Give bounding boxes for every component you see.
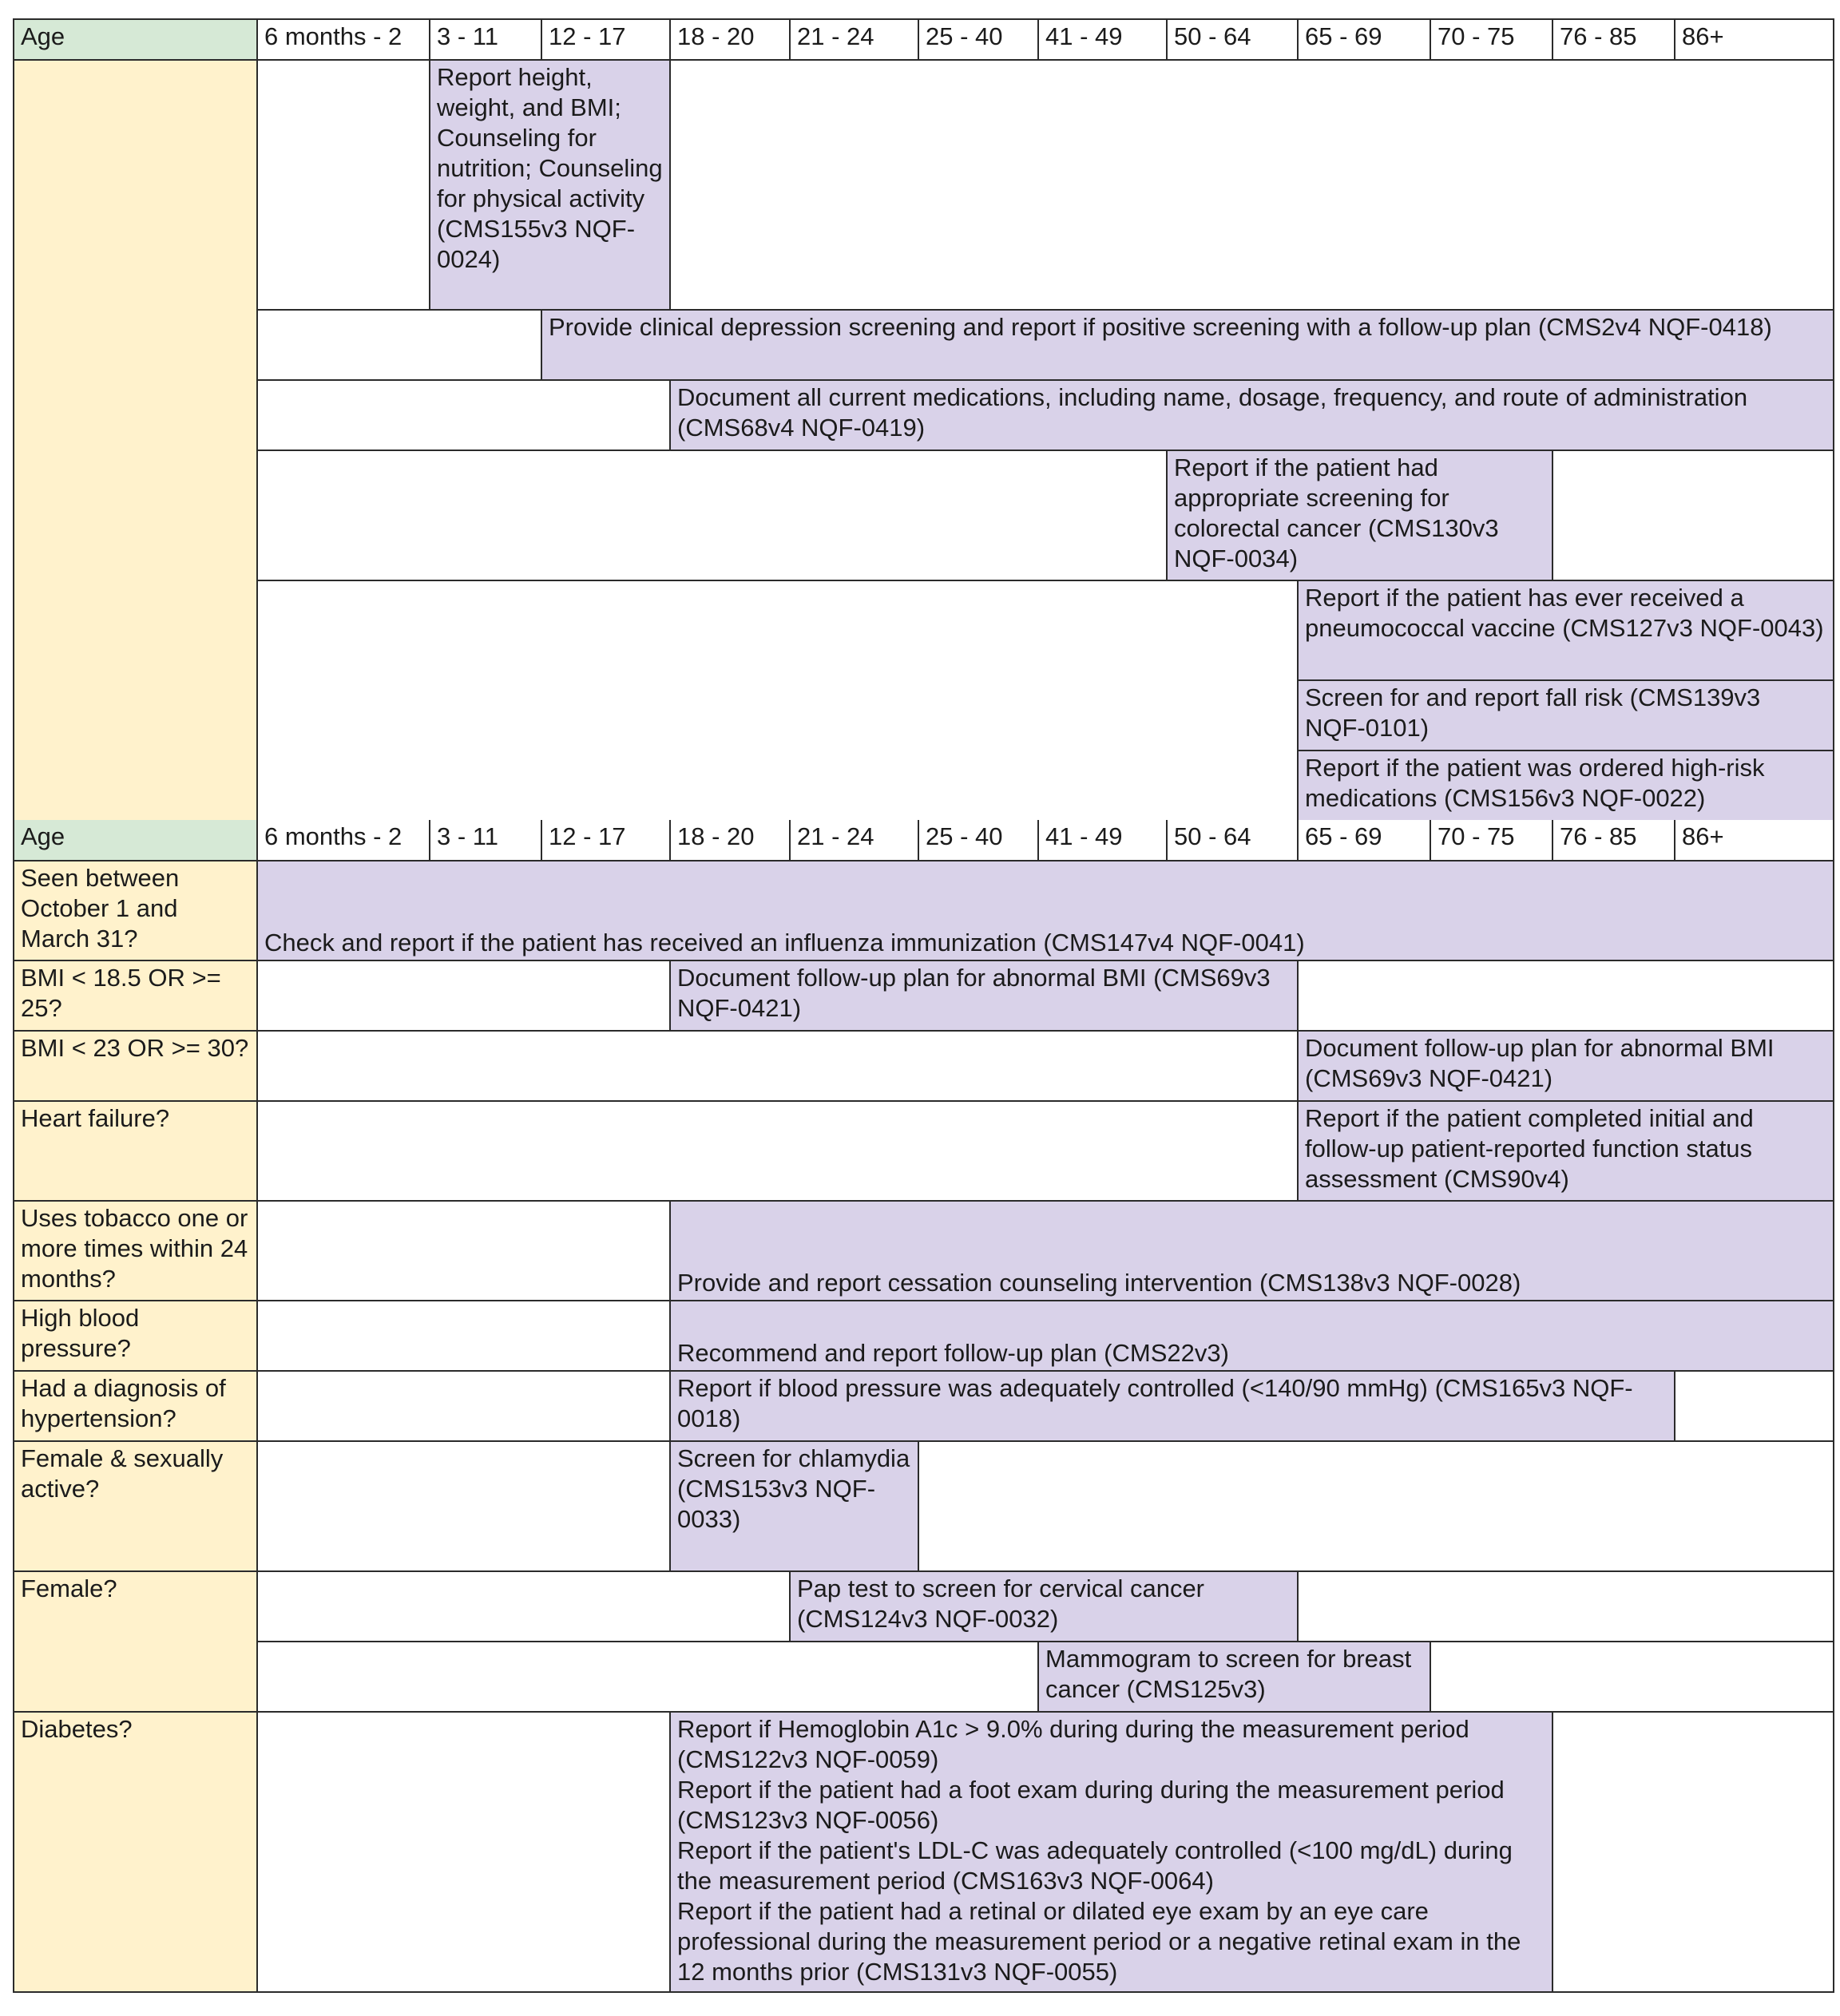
age-col-86-plus: 86+ [1675,820,1834,861]
age-col-41-49: 41 - 49 [1038,820,1167,861]
table-row [14,310,1834,380]
fall-risk-measure: Screen for and report fall risk (CMS139v3 NQF-0101) [1298,680,1834,751]
age-col-18-20: 18 - 20 [670,820,790,861]
age-header-row [14,19,1834,60]
age-label: Age [14,820,257,861]
diabetes-measures [670,1712,1552,1992]
table-row [14,1712,1834,1992]
table-row [14,1301,1834,1371]
bmi-children-measure: Report height, weight, and BMI; Counseling for nutrition; Counseling for physical activity (CMS155v3 NQF-0024) [430,60,670,310]
age-col-3-11: 3 - 11 [430,820,541,861]
heart-failure-measure: Report if the patient completed initial and follow-up patient-reported function status assessment (CMS90v4) [1298,1101,1834,1201]
condition-high-bp: High blood pressure? [14,1301,257,1371]
pap-test-measure: Pap test to screen for cervical cancer (CMS124v3 NQF-0032) [790,1571,1298,1642]
colorectal-measure: Report if the patient had appropriate screening for colorectal cancer (CMS130v3 NQF-0034) [1167,450,1552,580]
condition-female: Female? [14,1571,257,1712]
age-col-21-24: 21 - 24 [790,820,918,861]
table-row [14,1201,1834,1301]
table-row [14,1642,1834,1712]
condition-influenza: Seen between October 1 and March 31? [14,861,257,960]
condition-hypertension: Had a diagnosis of hypertension? [14,1371,257,1441]
age-col-65-69: 65 - 69 [1298,19,1430,60]
quality-measures-grid [13,18,1834,822]
age-header-row [14,820,1834,861]
high-bp-measure: Recommend and report follow-up plan (CMS22v3) [670,1301,1834,1371]
condition-diabetes: Diabetes? [14,1712,257,1992]
condition-bmi-senior: BMI < 23 OR >= 30? [14,1031,257,1101]
chlamydia-measure: Screen for chlamydia (CMS153v3 NQF-0033) [670,1441,918,1571]
condition-chlamydia: Female & sexually active? [14,1441,257,1571]
table-row [14,580,1834,680]
age-col-41-49: 41 - 49 [1038,19,1167,60]
age-col-6mo-2: 6 months - 2 [257,19,430,60]
table-row [14,60,1834,310]
condition-bmi-adult: BMI < 18.5 OR >= 25? [14,960,257,1031]
age-col-76-85: 76 - 85 [1552,820,1675,861]
age-col-70-75: 70 - 75 [1430,19,1552,60]
diabetes-a1c-measure: Report if Hemoglobin A1c > 9.0% during during the measurement period (CMS122v3 NQF-0059) [677,1715,1469,1773]
age-col-86-plus: 86+ [1675,19,1834,60]
tobacco-measure: Provide and report cessation counseling intervention (CMS138v3 NQF-0028) [670,1201,1834,1301]
age-label: Age [14,19,257,60]
table-row [14,1441,1834,1571]
table-row [14,450,1834,580]
bmi-adult-measure: Document follow-up plan for abnormal BMI (CMS69v3 NQF-0421) [670,960,1298,1031]
bmi-senior-measure: Document follow-up plan for abnormal BMI (CMS69v3 NQF-0421) [1298,1031,1834,1101]
age-col-3-11: 3 - 11 [430,19,541,60]
table-row [14,960,1834,1031]
high-risk-meds-measure: Report if the patient was ordered high-risk medications (CMS156v3 NQF-0022) [1298,751,1834,821]
diabetes-ldl-measure: Report if the patient's LDL-C was adequately controlled (<100 mg/dL) during the measurement period (CMS163v3 NQF-0064) [677,1836,1513,1895]
table-row [14,1571,1834,1642]
mammogram-measure: Mammogram to screen for breast cancer (CMS125v3) [1038,1642,1430,1712]
condition-tobacco: Uses tobacco one or more times within 24 months? [14,1201,257,1301]
diabetes-foot-exam-measure: Report if the patient had a foot exam during during the measurement period (CMS123v3 NQF-0056) [677,1776,1505,1834]
table-row [14,1101,1834,1201]
table-row [14,1031,1834,1101]
table-row [14,861,1834,960]
diabetes-eye-exam-measure: Report if the patient had a retinal or dilated eye exam by an eye care professional during the measurement period or a negative retinal exam in the 12 months prior (CMS131v3 NQF-0055) [677,1897,1521,1986]
age-col-76-85: 76 - 85 [1552,19,1675,60]
influenza-measure: Check and report if the patient has received an influenza immunization (CMS147v4 NQF-0041) [257,861,1834,960]
medications-measure: Document all current medications, including name, dosage, frequency, and route of administration (CMS68v4 NQF-0419) [670,380,1834,450]
age-col-6mo-2: 6 months - 2 [257,820,430,861]
age-col-12-17: 12 - 17 [541,19,670,60]
depression-measure: Provide clinical depression screening and report if positive screening with a follow-up plan (CMS2v4 NQF-0418) [541,310,1834,380]
age-col-70-75: 70 - 75 [1430,820,1552,861]
age-col-65-69: 65 - 69 [1298,820,1430,861]
pneumococcal-measure: Report if the patient has ever received a pneumococcal vaccine (CMS127v3 NQF-0043) [1298,580,1834,680]
general-condition-cell [14,60,257,821]
table-row [14,1371,1834,1441]
age-col-50-64: 50 - 64 [1167,820,1298,861]
age-col-25-40: 25 - 40 [918,19,1038,60]
table-row [14,380,1834,450]
age-col-50-64: 50 - 64 [1167,19,1298,60]
hypertension-measure: Report if blood pressure was adequately controlled (<140/90 mmHg) (CMS165v3 NQF-0018) [670,1371,1675,1441]
condition-heart-failure: Heart failure? [14,1101,257,1201]
age-col-12-17: 12 - 17 [541,820,670,861]
age-col-25-40: 25 - 40 [918,820,1038,861]
age-col-21-24: 21 - 24 [790,19,918,60]
conditional-measures-grid [13,820,1834,1993]
age-col-18-20: 18 - 20 [670,19,790,60]
